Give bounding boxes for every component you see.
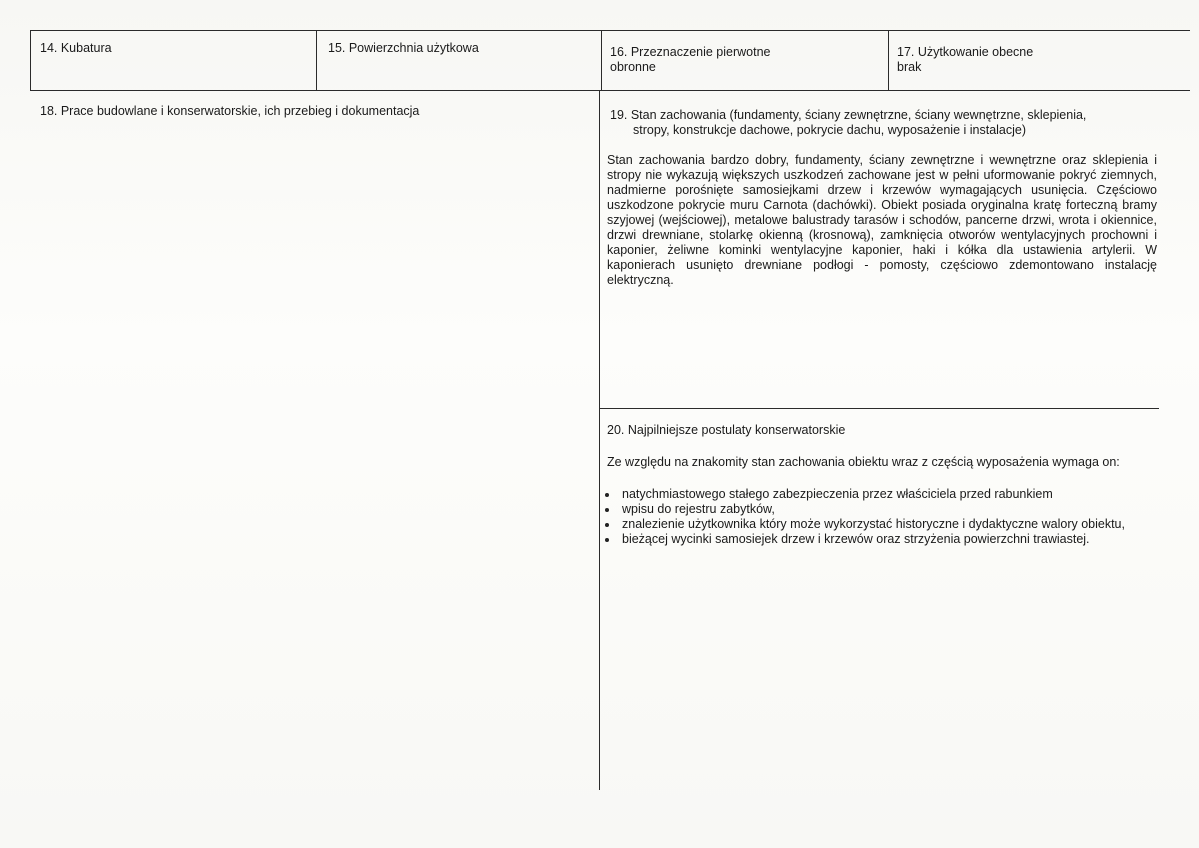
prace-label: 18. Prace budowlane i konserwatorskie, ich przebieg i dokumentacja [40,104,420,118]
postulaty-label: 20. Najpilniejsze postulaty konserwatorskie [607,423,846,437]
przeznaczenie-label: 16. Przeznaczenie pierwotne [610,45,771,59]
przeznaczenie-value: obronne [610,60,656,74]
list-item: natychmiastowego stałego zabezpieczenia przez właściciela przed rabunkiem [603,487,1153,502]
row1-bottom-border [30,90,1190,91]
list-item: wpisu do rejestru zabytków, [603,502,1153,517]
left-border [30,30,31,91]
kubatura-label: 14. Kubatura [40,41,112,55]
postulaty-list [603,487,1153,547]
divider-15-16 [601,30,602,91]
uzytkowanie-value: brak [897,60,922,74]
section19-bottom-border [599,408,1159,409]
list-item: bieżącej wycinki samosiejek drzew i krzewów oraz strzyżenia powierzchni trawiastej. [603,532,1153,547]
list-item: znalezienie użytkownika który może wykorzystać historyczne i dydaktyczne walory obiektu, [603,517,1153,532]
divider-16-17 [888,30,889,91]
stan-label-line2: stropy, konstrukcje dachowe, pokrycie dachu, wyposażenie i instalacje) [633,123,1027,137]
top-border [30,30,1190,31]
uzytkowanie-label: 17. Użytkowanie obecne [897,45,1034,59]
stan-label-line1: 19. Stan zachowania (fundamenty, ściany zewnętrzne, ściany wewnętrzne, sklepienia, [610,108,1087,122]
powierzchnia-label: 15. Powierzchnia użytkowa [328,41,479,55]
postulaty-intro: Ze względu na znakomity stan zachowania obiektu wraz z częścią wyposażenia wymaga on: [607,455,1120,469]
divider-14-15 [316,30,317,91]
center-divider [599,91,600,790]
stan-description: Stan zachowania bardzo dobry, fundamenty, ściany zewnętrzne i wewnętrzne oraz sklepienia i stropy nie wykazują większych uszkodzeń zachowane jest w pełni uformowanie pokryć ziemnych, nadmierne porośnięte samosiejkami drzew i krzewów wymagających usunięcia. Częściowo uszkodzone pokrycie muru Carnota (dachówki). Obiekt posiada oryginalna kratę forteczną bramy szyjowej (wejściowej), metalowe balustrady tarasów i schodów, pancerne drzwi, wrota i okiennice, drzwi drewniane, stolarkę okienną (krosnową), zamknięcia otworów wentylacyjnych prochowni i kaponier, żeliwne kominki wentylacyjne kaponier, haki i kółka dla ustawienia artylerii. W kaponierach usunięto drewniane podłogi - pomosty, częściowo zdemontowano instalację elektryczną. [607,153,1157,287]
